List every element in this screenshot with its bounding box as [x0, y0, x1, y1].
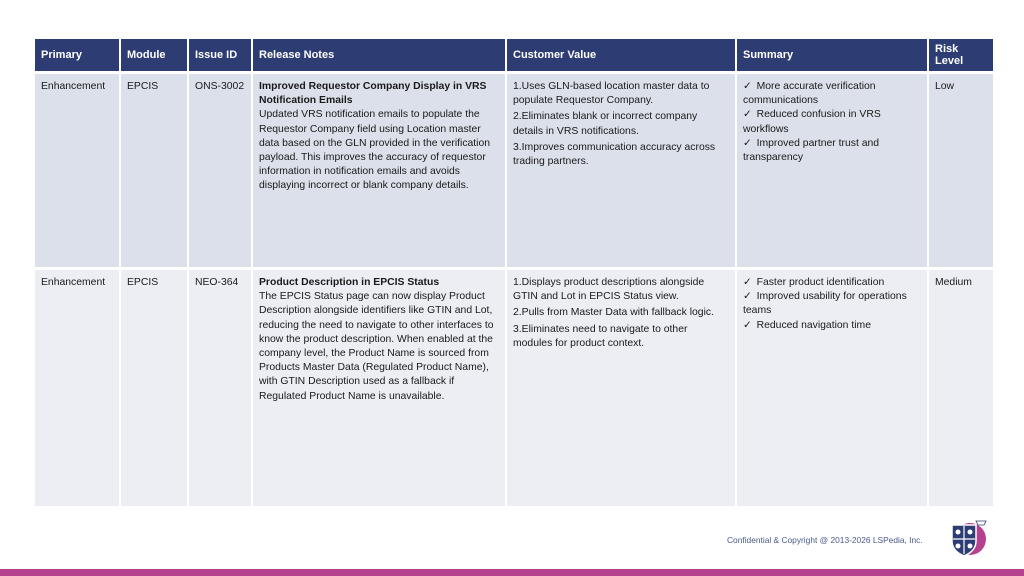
cell-primary: Enhancement: [35, 269, 120, 507]
cell-risk-level: Low: [928, 73, 993, 269]
release-title: Product Description in EPCIS Status: [259, 277, 440, 288]
release-title: Improved Requestor Company Display in VRS Notification Emails: [259, 81, 487, 107]
customer-value-item: 3.Eliminates need to navigate to other modules for product context.: [513, 323, 688, 349]
cell-summary: [736, 269, 928, 507]
check-icon: ✓: [743, 291, 752, 303]
cell-issue-id: NEO-364: [188, 269, 252, 507]
customer-value-item: 3.Improves communication accuracy across trading partners.: [513, 141, 716, 168]
check-icon: ✓: [743, 109, 752, 121]
customer-value-item: 1.Uses GLN-based location master data to populate Requestor Company.: [513, 81, 710, 107]
cell-issue-id: ONS-3002: [188, 73, 252, 269]
summary-item: ✓ More accurate verification communications: [743, 81, 876, 107]
lspedia-logo-icon: [946, 517, 988, 559]
table-row: [35, 269, 993, 507]
check-icon: ✓: [743, 277, 752, 288]
cell-release-notes: [252, 73, 506, 269]
cell-customer-value: [506, 73, 736, 269]
header-module: Module: [120, 39, 188, 73]
header-release-notes: Release Notes: [252, 39, 506, 73]
check-icon: ✓: [743, 81, 752, 92]
cell-customer-value: [506, 269, 736, 507]
customer-value-item: 1.Displays product descriptions alongside GTIN and Lot in EPCIS Status view.: [513, 277, 705, 303]
cell-release-notes: [252, 269, 506, 507]
cell-risk-level: Medium: [928, 269, 993, 507]
table-row: [35, 73, 993, 269]
header-issue-id: Issue ID: [188, 39, 252, 73]
header-summary: Summary: [736, 39, 928, 73]
copyright-footer: Confidential & Copyright @ 2013-2026 LSPedia, Inc.: [727, 535, 923, 545]
header-customer-value: Customer Value: [506, 39, 736, 73]
summary-item: ✓ Reduced confusion in VRS workflows: [743, 109, 881, 135]
bottom-accent-bar: [0, 569, 1024, 576]
cell-summary: [736, 73, 928, 269]
summary-item: ✓ Improved partner trust and transparency: [743, 137, 880, 164]
customer-value-item: 2.Eliminates blank or incorrect company details in VRS notifications.: [513, 111, 698, 137]
cell-primary: Enhancement: [35, 73, 120, 269]
cell-module: EPCIS: [120, 73, 188, 269]
release-description: The EPCIS Status page can now display Product Description alongside identifiers like GTIN and Lot, reducing the need to navigate to other interfaces to know the product description. When enabled at the company level, the Product Name is sourced from Products Master Data (Regulated Product Name), with GTIN Description used as a fallback if Regulated Product Name is unavailable.: [259, 291, 494, 402]
check-icon: ✓: [743, 137, 752, 149]
header-primary: Primary: [35, 39, 120, 73]
table-header-row: [35, 39, 993, 73]
summary-item: ✓ Improved usability for operations teams: [743, 291, 907, 317]
release-notes-table: [35, 39, 993, 506]
summary-item: ✓ Faster product identification: [743, 277, 885, 288]
header-risk-level: Risk Level: [928, 39, 993, 73]
customer-value-item: 2.Pulls from Master Data with fallback logic.: [513, 307, 714, 319]
summary-item: ✓ Reduced navigation time: [743, 319, 871, 331]
cell-module: EPCIS: [120, 269, 188, 507]
release-description: Updated VRS notification emails to populate the Requestor Company field using Location master data based on the GLN provided in the verification payload. This improves the accuracy of requestor information in notification emails and avoids displaying incorrect or blank company details.: [259, 109, 491, 192]
check-icon: ✓: [743, 319, 752, 331]
